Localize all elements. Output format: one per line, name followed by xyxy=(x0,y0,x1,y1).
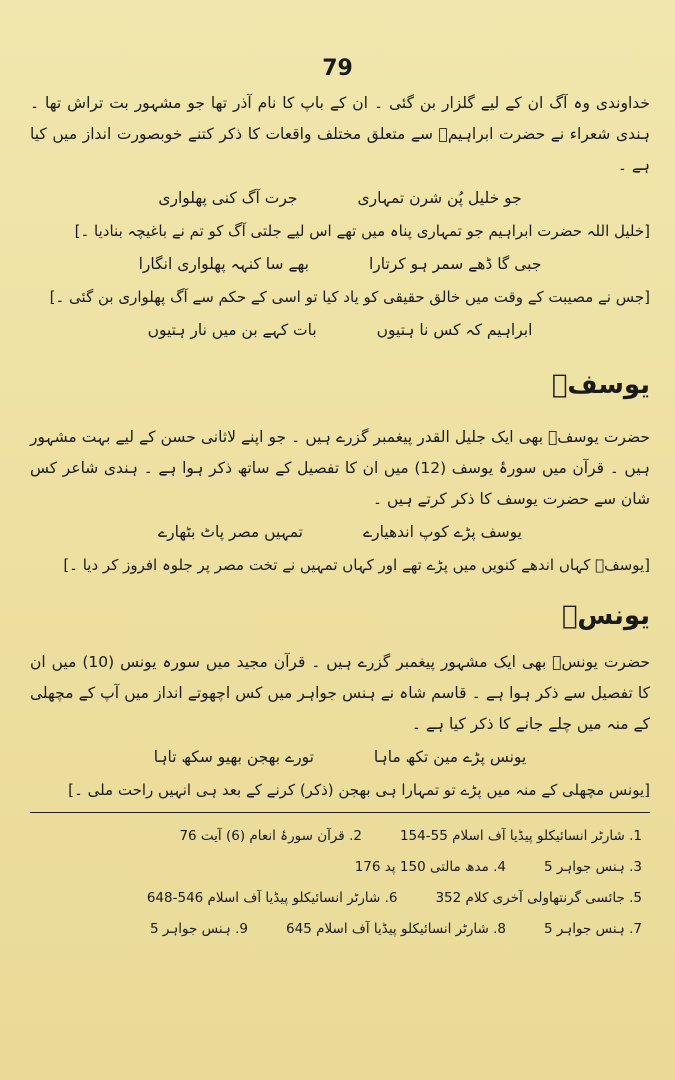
verse-line-3 xyxy=(30,315,650,346)
section-heading-yusuf: یوسفؑ xyxy=(551,370,650,400)
verse-line-2-b: بھے سا کنہہ پھلواری انگارا xyxy=(138,255,309,273)
verse-line-1-b: جرت آگ کنی پھلواری xyxy=(158,189,298,207)
yusuf-verse xyxy=(30,517,650,548)
verse-line-1-a: جو خلیل پُن شرن تمہاری xyxy=(357,189,522,207)
footnote-item xyxy=(435,883,642,914)
footnote-number: 3. xyxy=(629,859,642,875)
footnote-row xyxy=(30,852,650,883)
footnote-row xyxy=(30,821,650,852)
verse-line-1 xyxy=(30,183,650,214)
yusuf-paragraph: حضرت یوسفؑ بھی ایک جلیل القدر پیغمبر گزرے ہیں ۔ جو اپنے لاثانی حسن کے لیے بہت مشہور ہیں ۔ قرآن میں سورۂ یوسف (12) میں ان کا تفصیل کے ساتھ ذکر ہوا ہے ۔ ہندی شاعر کس شان سے حضرت یوسف کا ذکر کرتے ہیں ۔ xyxy=(30,428,650,508)
page-number: 79 xyxy=(322,56,353,81)
yunus-translation: [یونس مچھلی کے منہ میں پڑے تو تمہارا ہی بھجن (ذکر) کرنے کے بعد ہی انہیں راحت ملی ۔] xyxy=(68,781,650,799)
footnote-item xyxy=(544,914,642,945)
footnote-number: 8. xyxy=(493,921,506,937)
footnote-text: شارٹر انسائیکلو پیڈیا آف اسلام 645 xyxy=(286,921,489,937)
translation-1: [خلیل اللہ حضرت ابراہیم جو تمہاری پناہ میں تھے اس لیے جلتی آگ کو تم نے باغیچہ بنادیا ۔] xyxy=(74,222,650,240)
footnote-item xyxy=(355,852,506,883)
footnote-item xyxy=(286,914,506,945)
footnote-number: 5. xyxy=(629,890,642,906)
yusuf-verse-b: تمہیں مصر پاٹ بٹھارے xyxy=(158,523,303,541)
footnote-number: 1. xyxy=(629,828,642,844)
footnote-text: شارٹر انسائیکلو پیڈیا آف اسلام 55-154 xyxy=(399,828,625,844)
translation-2: [جس نے مصیبت کے وقت میں خالق حقیقی کو یاد کیا تو اسی کے حکم سے آگ پھلواری بن گئی ۔] xyxy=(49,288,650,306)
footnote-number: 9. xyxy=(235,921,249,937)
verse-line-3-a: ابراہیم کہ کس نا ہتیوں xyxy=(376,321,533,339)
footnote-text: شارٹر انسائیکلو پیڈیا آف اسلام 546-648 xyxy=(146,890,381,906)
footnote-row xyxy=(30,883,650,914)
yunus-verse-b: تورے بھجن بھیو سکھ تاہا xyxy=(153,748,314,766)
footnote-text: جائسی گرنتھاولی آخری کلام 352 xyxy=(435,890,625,906)
footnote-row xyxy=(30,914,650,945)
footnote-item xyxy=(150,914,248,945)
intro-paragraph: خداوندی وہ آگ ان کے لیے گلزار بن گئی ۔ ان کے باپ کا نام آذر تھا جو مشہور بت تراش تھا ۔ ہندی شعراء نے حضرت ابراہیمؑ سے متعلق مختلف واقعات کا ذکر کتنے خوبصورت انداز میں کیا ہے ۔ xyxy=(30,94,650,174)
section-heading-yunus: یونسؑ xyxy=(561,601,650,631)
footnote-item xyxy=(544,852,642,883)
footnote-number: 2. xyxy=(349,828,362,844)
footnote-number: 7. xyxy=(629,921,642,937)
footnote-item xyxy=(179,821,362,852)
yusuf-verse-a: یوسف پڑے کوپ اندھیارے xyxy=(363,523,522,541)
yunus-verse-a: یونس پڑے مین تکھ ماہا xyxy=(373,748,527,766)
yusuf-translation: [یوسفؑ کہاں اندھے کنویں میں پڑے تھے اور کہاں تمہیں نے تخت مصر پر جلوہ افروز کر دیا ۔] xyxy=(63,556,650,574)
footnotes xyxy=(30,821,650,945)
footnote-text: قرآن سورۂ انعام (6) آیت 76 xyxy=(179,828,345,844)
footnote-number: 4. xyxy=(493,859,506,875)
verse-line-2-a: جبی گا ڈھے سمر ہو کرتارا xyxy=(368,255,542,273)
footnote-divider xyxy=(30,812,650,813)
footnote-text: ہنس جواہر 5 xyxy=(150,921,231,937)
footnote-text: ہنس جواہر 5 xyxy=(544,859,625,875)
page-content xyxy=(30,88,650,945)
verse-line-3-b: بات کہے بن میں نار ہتیوں xyxy=(147,321,317,339)
footnote-number: 6. xyxy=(384,890,398,906)
yunus-verse xyxy=(30,742,650,773)
footnote-item xyxy=(147,883,398,914)
verse-line-2 xyxy=(30,249,650,280)
footnote-text: مدھ مالتی 150 پد 176 xyxy=(354,859,489,875)
footnote-text: ہنس جواہر 5 xyxy=(544,921,625,937)
yunus-paragraph: حضرت یونسؑ بھی ایک مشہور پیغمبر گزرے ہیں ۔ قرآن مجید میں سورہ یونس (10) میں ان کا تفصیل سے ذکر ہوا ہے ۔ قاسم شاہ نے ہنس جواہر میں کس اچھوتے انداز میں آپ کے مچھلی کے منہ میں چلے جانے کا ذکر کیا ہے ۔ xyxy=(30,653,650,733)
footnote-item xyxy=(400,821,642,852)
